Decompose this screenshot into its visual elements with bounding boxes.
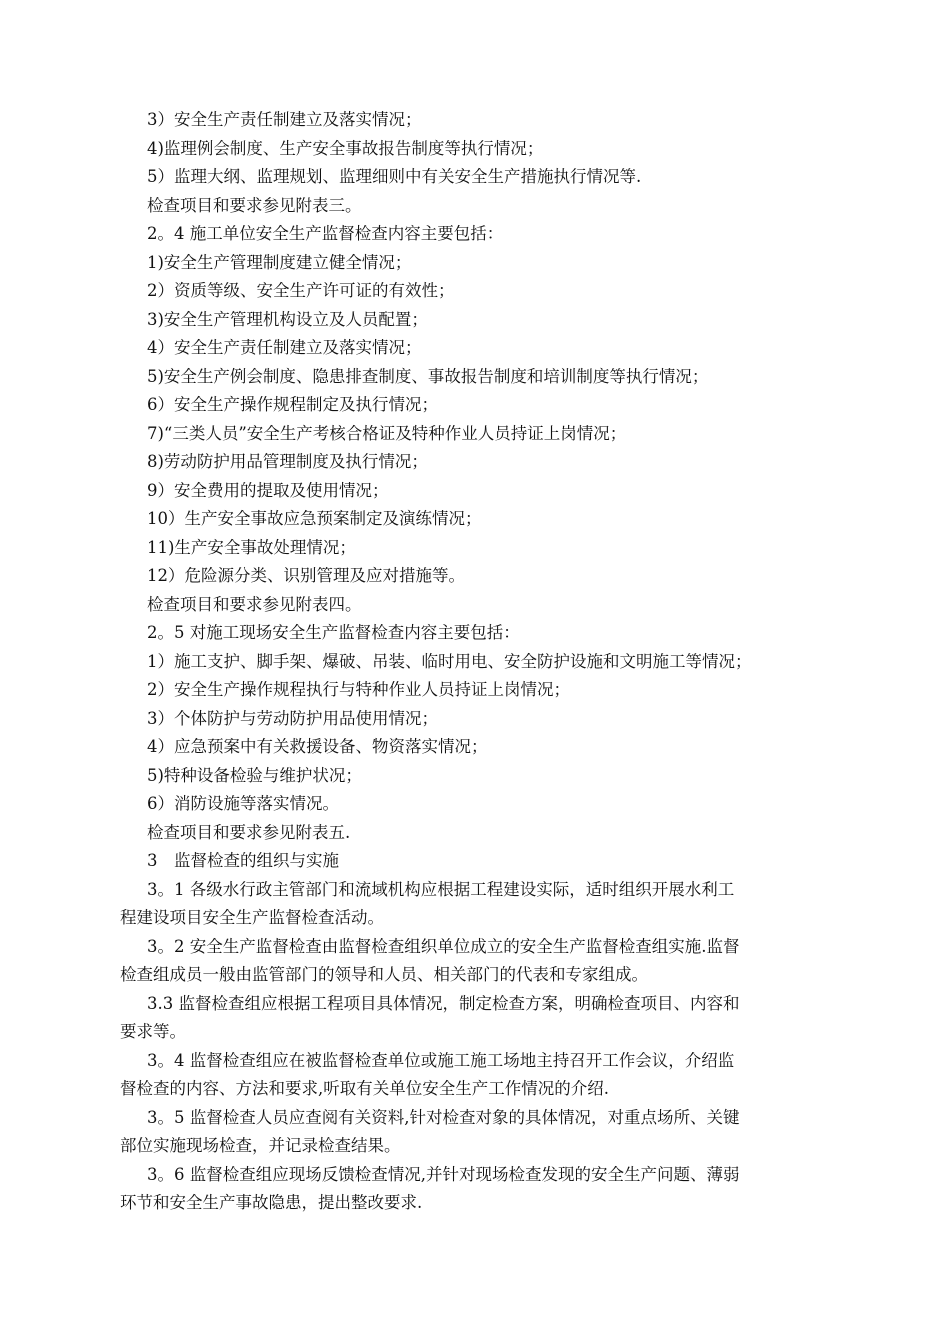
text-line: 5)特种设备检验与维护状况； [147,765,362,785]
paragraph-line: 3。2 安全生产监督检查由监督检查组织单位成立的安全生产监督检查组实施.监督 [147,936,740,956]
text-line: 3)安全生产管理机构设立及人员配置； [147,309,428,329]
paragraph-line: 部位实施现场检查，并记录检查结果。 [120,1136,401,1155]
section-heading: 2。5 对施工现场安全生产监督检查内容主要包括： [147,623,520,642]
paragraph [120,1047,847,1104]
text-line: 检查项目和要求参见附表四。 [147,594,362,614]
text-line: 1)安全生产管理制度建立健全情况； [147,252,412,272]
text-line: 12）危险源分类、识别管理及应对措施等。 [147,566,465,585]
text-line: 10）生产安全事故应急预案制定及演练情况； [147,509,482,528]
paragraph-line: 3。4 监督检查组应在被监督检查单位或施工施工场地主持召开工作会议，介绍监 [147,1050,735,1070]
text-line: 4）安全生产责任制建立及落实情况； [147,338,422,357]
paragraph [120,1161,847,1218]
text-line: 检查项目和要求参见附表五. [147,822,351,842]
text-line: 2）安全生产操作规程执行与特种作业人员持证上岗情况； [147,680,570,699]
paragraph [120,876,847,933]
text-line: 11)生产安全事故处理情况； [147,537,356,557]
paragraph-line: 督检查的内容、方法和要求,听取有关单位安全生产工作情况的介绍. [120,1079,609,1098]
text-line: 9）安全费用的提取及使用情况； [147,480,389,500]
paragraph-line: 要求等。 [120,1022,186,1041]
text-line: 1）施工支护、脚手架、爆破、吊装、临时用电、安全防护设施和文明施工等情况； [147,651,752,671]
text-line: 5）监理大纲、监理规划、监理细则中有关安全生产措施执行情况等. [147,167,642,186]
paragraph [120,1104,847,1161]
text-line: 8)劳动防护用品管理制度及执行情况； [147,452,428,471]
paragraph [120,990,847,1047]
text-line: 4）应急预案中有关救援设备、物资落实情况； [147,737,488,756]
paragraph-line: 3。1 各级水行政主管部门和流域机构应根据工程建设实际，适时组织开展水利工 [147,879,735,899]
text-line: 7)“三类人员”安全生产考核合格证及特种作业人员持证上岗情况； [147,423,627,443]
text-line: 3）个体防护与劳动防护用品使用情况； [147,708,438,728]
chapter-heading: 3 监督检查的组织与实施 [147,851,339,870]
paragraph-line: 检查组成员一般由监管部门的领导和人员、相关部门的代表和专家组成。 [120,965,648,984]
paragraph-line: 程建设项目安全生产监督检查活动。 [120,908,384,927]
text-line: 5)安全生产例会制度、隐患排查制度、事故报告制度和培训制度等执行情况； [147,366,709,386]
document-body [120,106,847,1218]
paragraph [120,933,847,990]
paragraph-line: 环节和安全生产事故隐患，提出整改要求. [120,1193,423,1212]
text-line: 4)监理例会制度、生产安全事故报告制度等执行情况； [147,138,544,158]
text-line: 6）安全生产操作规程制定及执行情况； [147,395,438,414]
text-line: 6）消防设施等落实情况。 [147,794,339,813]
paragraph-line: 3.3 监督检查组应根据工程项目具体情况，制定检查方案，明确检查项目、内容和 [147,993,740,1013]
section-heading: 2。4 施工单位安全生产监督检查内容主要包括： [147,224,504,243]
text-line: 检查项目和要求参见附表三。 [147,195,362,215]
paragraph-line: 3。5 监督检查人员应查阅有关资料,针对检查对象的具体情况，对重点场所、关键 [147,1107,740,1127]
text-line: 2）资质等级、安全生产许可证的有效性； [147,281,455,300]
paragraph-line: 3。6 监督检查组应现场反馈检查情况,并针对现场检查发现的安全生产问题、薄弱 [147,1164,740,1184]
text-line: 3）安全生产责任制建立及落实情况； [147,110,422,129]
